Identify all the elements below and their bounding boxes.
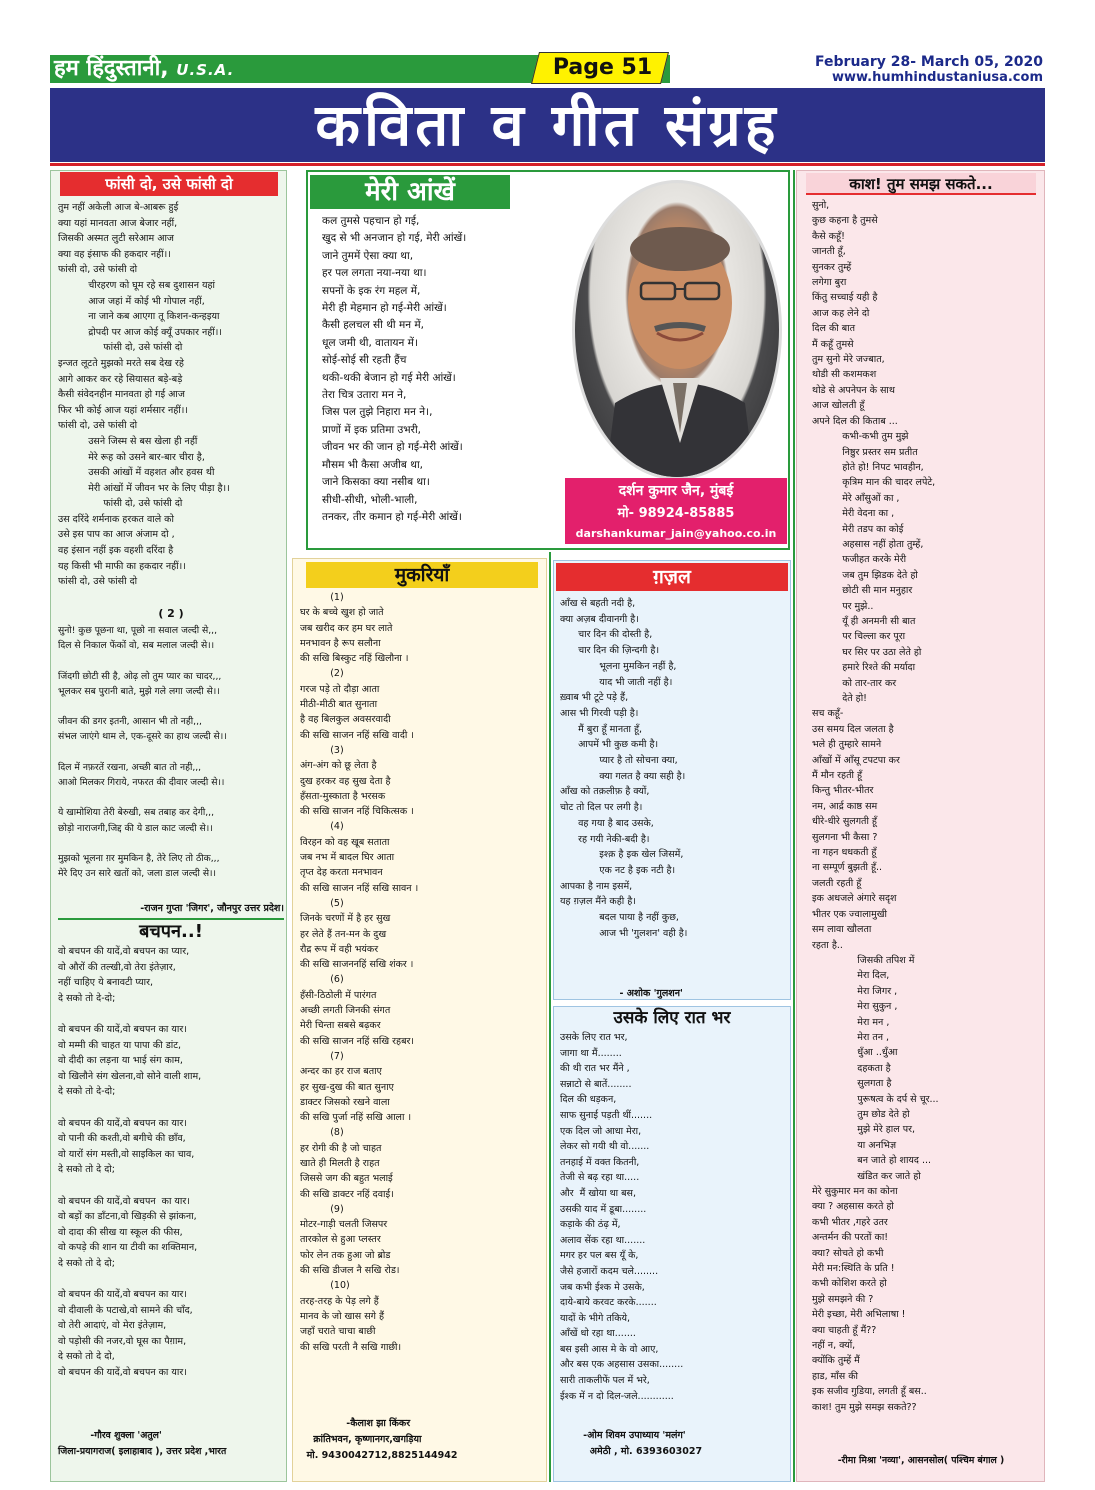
- author-mobile: मो- 98924-85885: [617, 506, 735, 521]
- author-email[interactable]: darshankumar_jain@yahoo.co.in: [575, 527, 777, 540]
- credit-om-shivam: -ओम शिवम उपाध्याय 'मलंग' अमेठी , मो. 6393603027: [583, 1430, 703, 1457]
- section-title: कविता व गीत संग्रह: [315, 91, 780, 159]
- portrait-illustration: [575, 183, 782, 480]
- issue-date: February 28- March 05, 2020: [815, 54, 1043, 70]
- poem-raat-bhar: उसके लिए रात भर, जागा था मैं........ की थी रात भर मैंने , सन्नाटो से बातें........ दिल की धड़कन, साफ सुनाई पड़ती थीं....... एक दिल जो आधा मेरा, लेकर सो गयी थी वो....... तनहाई में वक्त कितनी, तेजी से बढ़ रहा था..... और मैं खोया था बस, उसकी याद में डूबा........ कड़ाके की ठंढ़ में, अलाव सेंक रहा था....... मगर हर पल बस यूँ के, जैसे हजारों कदम चले........ जब कभी ईश्क मे उसके, दाये-बाये करवट करके....... यादों के भीगे तकिये, आँखें धो रहा था....... बस इसी आस मे के वो आए, और बस एक अहसास उसका........ सारी ताकलीफें पल में भरे, ईश्क में न दो दिल-जले............: [560, 1032, 684, 1402]
- page-number: Page 51: [552, 55, 653, 80]
- credit-kailash: -कैलाश झा किंकर क्रांतिभवन, कृष्णानगर,खगड़िया मो. 9430042712,8825144942: [306, 1418, 458, 1461]
- poem-meri-aankhen: कल तुमसे पहचान हो गई, खुद से भी अनजान हो गई, मेरी आंखें। जाने तुममें ऐसा क्या था, हर पल लगता नया-नया था। सपनों के इक रंग महल में, मेरी ही मेहमान हो गई-मेरी आंखें। कैसी हलचल सी थी मन में, धूल जमी थी, वातायन में। सोई-सोई सी रहती हैंच थकी-थकी बेजान हो गई मेरी आंखें। तेरा चित्र उतारा मन ने, जिस पल तुझे निहारा मन ने।, प्राणों में इक प्रतिमा उभरी, जीवन भर की जान हो गई-मेरी आंखें। मौसम भी कैसा अजीब था, जाने किसका क्या नसीब था। सीधी-सीधी, भोली-भाली, तनकर, तीर कमान हो गई-मेरी आंखें।: [322, 215, 467, 523]
- poem-title-gazal: ग़ज़ल: [556, 563, 788, 591]
- credit-gaurav: -गौरव शुक्ला 'अतुल' जिला-प्रयागराज( इलाहाबाद ), उत्तर प्रदेश ,भारत: [58, 1430, 227, 1457]
- newspaper-suffix: U.S.A.: [176, 61, 235, 79]
- poem-kash: सुनो, कुछ कहना है तुमसे कैसे कहूँ! जानती हूँ, सुनकर तुम्हें लगेगा बुरा किंतु सच्चाई यही है आज कह लेने दो दिल की बात मैं कहूँ तुमसे तुम सुनो मेरे जज्बात, थोडी सी कशमकश थोडे से अपनेपन के साथ आज खोलती हूँ अपने दिल की किताब ... कभी-कभी तुम मुझे निष्ठुर प्रस्तर सम प्रतीत होते हो! निपट भावहीन, कृत्रिम मान की चादर लपेटे, मेरे आँसुओं का , मेरी वेदना का , मेरी तडप का कोई अहसास नहीं होता तुम्हें, फजीहत करके मेरी जब तुम झिडक देते हो छोटी सी मान मनुहार पर मुझे.. यूँ ही अनमनी सी बात पर चिल्ला कर पूरा घर सिर पर उठा लेते हो हमारे रिश्ते की मर्यादा को तार-तार कर देते हो! सच कहूँ- उस समय दिल जलता है भले ही तुम्हारे सामने आँखों में आँसू टपटपा कर मैं मौन रहती हूँ किन्तु भीतर-भीतर नम, आर्द्र काष्ठ सम धीरे-धीरे सुलगती हूँ सुलगना भी कैसा ? ना गहन धधकती हूँ ना सम्पूर्ण बुझती हूँ.. जलती रहती हूँ इक अधजले अंगारे सदृश भीतर एक ज्वालामुखी सम लावा खौलता रहता है.. जिसकी तपिश में मेरा दिल, मेरा जिगर , मेरा सुकुन , मेरा मन , मेरा तन , धुँआ ..धुँआ दहकता है सुलगता है पुरूषत्व के दर्प से चूर... तुम छोड देते हो मुझे मेरे हाल पर, या अनभिज्ञ बन जाते हो शायद ... खंडित कर जाते हो मेरे सुकुमार मन का कोना क्या ? अहसास करते हो कभी भीतर ,गहरे उतर अन्तर्मन की परतों का! क्या? सोचते हो कभी मेरी मन:स्थिति के प्रति ! कभी कोशिश करते हो मुझे समझने की ? मेरी इच्छा, मेरी अभिलाषा ! क्या चाहती हूँ मैं?? नहीं न, क्यों, क्योंकि तुम्हें मैं हाड, माँस की इक सजीव गुडिया, लगती हूँ बस.. काश! तुम मुझे समझ सकते??: [812, 200, 939, 1413]
- poem-title-mukariyan: मुकरियाँ: [306, 562, 538, 588]
- poem-ghazal-jaldi: सुनो! कुछ पूछना था, पूछो ना सवाल जल्दी से,,, दिल से निकाल फेंकों वो, सब मलाल जल्दी से।। जिंदगी छोटी सी है, ओढ़ लो तुम प्यार का चादर,,, भूलकर सब पुरानी बाते, मुझे गले लगा जल्दी से।। जीवन की डगर इतनी, आसान भी तो नही,,, संभल जाएंगे थाम ले, एक-दूसरे का हाथ जल्दी से।। दिल में नफ़रतें रखना, अच्छी बात तो नही,,, आओ मिलकर गिराये, नफरत की दीवार जल्दी से।। ये खामोशिया तेरी बेरुखी, सब तबाह कर देगी,,, छोड़ो नाराजगी,जिद्द की ये डाल काट जल्दी से।। मुझको भूलना ग़र मुमकिन है, तेरे लिए तो ठीक,,, मेरे दिए उन सारे खतों को, जला डाल जल्दी से।।: [58, 625, 227, 880]
- author-name: दर्शन कुमार जैन, मुंबई: [618, 483, 734, 499]
- credit-rajan: -राजन गुप्ता 'जिगर', जौनपुर उत्तर प्रदेश।: [140, 903, 284, 914]
- poem-gazal: आँख से बहती नदी है, क्या अज़ब दीवानगी है। चार दिन की दोस्ती है, चार दिन की ज़िन्दगी है। भूलना मुमकिन नहीं है, याद भी जाती नहीं है। ख़्वाब भी टूटे पड़े हैं, आस भी गिरवी पड़ी है। मैं बुरा हूँ मानता हूँ, आपमें भी कुछ कमी है। प्यार है तो सोचना क्या, क्या गलत है क्या सही है। आँख को तक़लीफ़ है क्यों, चोट तो दिल पर लगी है। वह गया है बाद उसके, रह गयी नेकी-बदी है। इश्क़ है इक खेल जिसमें, एक नट है इक नटी है। आपका है नाम इसमें, यह ग़ज़ल मैंने कही है। बदल पाया है नहीं कुछ, आज भी 'गुलशन' वही है।: [560, 598, 688, 939]
- poem-fansi: तुम नहीं अकेली आज बे-आबरू हुई क्या यहां मानवता आज बेजार नहीं, जिसकी अस्मत लुटी सरेआम आज क्या वह इंसाफ की हकदार नहीं।। फांसी दो, उसे फांसी दो चीरहरण को घूम रहे सब दुशासन यहां आज जहां में कोई भी गोपाल नहीं, ना जाने कब आएगा तू किशन-कन्हइया द्रोपदी पर आज कोई क्यूँ उपकार नहीं।। फांसी दो, उसे फांसी दो इन्जत लूटते मुझको मरते सब देख रहे आगे आकर कर रहे सियासत बड़े-बड़े कैसी संवेदनहीन मानवता हो गई आज फिर भी कोई आज यहां शर्मसार नहीं।। फांसी दो, उसे फांसी दो उसने जिस्म से बस खेला ही नहीं मेरे रूह को उसने बार-बार चीरा है, उसकी आंखों में वहशत और हवस थी मेरी आंखों में जीवन भर के लिए पीड़ा है।। फांसी दो, उसे फांसी दो उस दरिंदे शर्मनाक हरकत वाले को उसे इस पाप का आज अंजाम दो , वह इंसान नहीं इक वहशी दरिंदा है यह किसी भी माफी का हकदार नहीं।। फांसी दो, उसे फांसी दो: [58, 202, 230, 588]
- poem-title-fansi: फांसी दो, उसे फांसी दो: [60, 172, 278, 196]
- poem-title-bachpan: बचपन..!: [139, 921, 203, 942]
- poem-bachpan: वो बचपन की यादें,वो बचपन का प्यार, वो औरों की तल्खी,वो तेरा इंतेज़ार, नहीं चाहिए ये बनावटी प्यार, दे सको तो दे-दो; वो बचपन की यादें,वो बचपन का यार। वो मम्मी की चाहत या पापा की डांट, वो दीदी का लड़ना या भाई संग काम, वो खिलौने संग खेलना,वो सोने वाली शाम, दे सको तो दे-दो; वो बचपन की यादें,वो बचपन का यार। वो पानी की कश्ती,वो बगीचे की छाँव, वो यारों संग मस्ती,वो साइकिल का चाव, दे सको तो दे दो; वो बचपन की यादें,वो बचपन का यार। वो बड़ों का डाँटना,वो खिड़की से झांकना, वो दादा की सीख या स्कूल की फीस, वो कपड़े की शान या टीवी का शक्तिमान, दे सको तो दे दो; वो बचपन की यादें,वो बचपन का यार। वो दीवाली के पटाखे,वो सामने की चाँद, वो तेरी आदाएं, वो मेरा इंतेज़ाम, वो पड़ोसी की नजर,वो घूस का पैग़ाम, दे सको तो दे दो, वो बचपन की यादें,वो बचपन का यार।: [58, 946, 202, 1379]
- column-separator: [793, 170, 795, 1482]
- credit-ashok: - अशोक 'गुलशन': [560, 988, 683, 999]
- poem-title-meri-aankhen: मेरी आंखें: [310, 175, 510, 209]
- poem-mukariyan: (1) घर के बच्चे खुश हो जाते जब खरीद कर हम घर लाते मनभावन है रूप सलौना की सखि बिस्कुट नहिं खिलौना । (2) गरज पड़े तो दौड़ा आता मीठी-मीठी बात सुनाता है वह बिलकुल अवसरवादी की सखि साजन नहिं सखि वादी । (3) अंग-अंग को छू लेता है दुख हरकर वह सुख देता है हँसता-मुस्काता है भरसक की सखि साजन नहिं चिकित्सक । (4) विरहन को वह खूब सताता जब नभ में बादल घिर आता तृप्त देह करता मनभावन की सखि साजन नहिं सखि सावन । (5) जिनके चरणों में है हर सुख हर लेते हैं तन-मन के दुख रौद्र रूप में वही भयंकर की सखि साजननहिं सखि शंकर । (6) हँसी-ठिठोली में पारंगत अच्छी लगती जिनकी संगत मेरी चिन्ता सबसे बढ़कर की सखि साजन नहिं सखि रहबर। (7) अन्दर का हर राज बताए हर सुख-दुख की बात सुनाए डाक्टर जिसको रखने वाला की सखि पुर्जा नहिं सखि आला । (8) हर रोगी की है जो चाहत खाते ही मिलती है राहत जिससे जग की बहुत भलाई की सखि डाक्टर नहिं दवाई। (9) मोटर-गाड़ी चलती जिसपर तारकोल से हुआ प्लस्तर फोर लेन तक हुआ जो ब्रोड की सखि डीजल नै सखि रोड। (10) तरह-तरह के पेड़ लगे हैं मानव के जो खास सगे हैं जहाँ चराते चाचा बाछी की सखि परती नै सखि गाछी।: [300, 592, 419, 1353]
- credit-reema: -रीमा मिश्रा 'नव्या', आसनसोल( पश्चिम बंगाल ): [837, 1455, 1005, 1466]
- author-photo: [572, 180, 782, 480]
- poem-title-raat-bhar: उसके लिए रात भर: [613, 1008, 731, 1028]
- header-divider: [50, 163, 1045, 166]
- poem-title-kash: काश! तुम समझ सकते...: [806, 173, 1036, 195]
- column-separator: [549, 552, 551, 1482]
- newspaper-title[interactable]: हम हिंदुस्तानी, U.S.A.: [54, 56, 235, 81]
- poem-part-label: ( 2 ): [158, 607, 184, 620]
- website-link[interactable]: www.humhindustaniusa.com: [831, 70, 1043, 85]
